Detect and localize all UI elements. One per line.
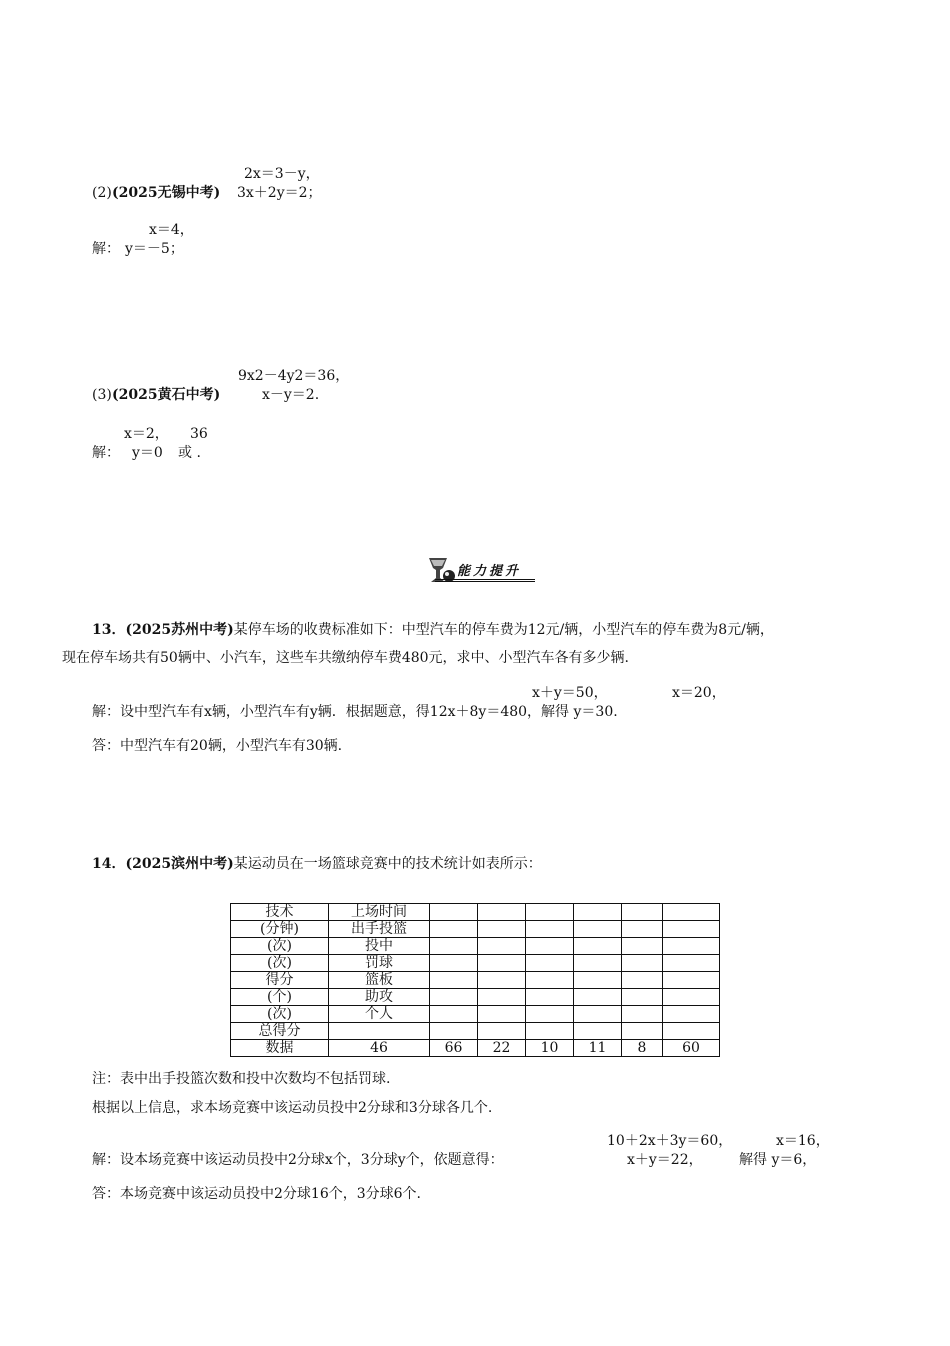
table-cell — [478, 921, 526, 938]
table-row — [231, 1006, 720, 1023]
table-cell: 46 — [329, 1040, 430, 1057]
table-cell — [526, 921, 574, 938]
table-cell — [478, 904, 526, 921]
table-cell — [663, 1023, 720, 1040]
table-cell — [622, 921, 663, 938]
table-cell: 得分 — [231, 972, 329, 989]
table-cell: 投中 — [329, 938, 430, 955]
table-row — [231, 938, 720, 955]
table-cell — [663, 955, 720, 972]
trophy-icon — [425, 556, 459, 588]
p3-solution-y1: y＝0 — [132, 445, 163, 461]
q14-result-x: x＝16， — [776, 1133, 830, 1149]
p2-source: (2025无锡中考) — [112, 185, 221, 201]
table-cell: 助攻 — [329, 989, 430, 1006]
table-cell — [478, 1023, 526, 1040]
q13-text-line-1 — [92, 622, 774, 638]
p3-solution-or: 或 . — [178, 445, 201, 461]
q14-ask: 根据以上信息，求本场竞赛中该运动员投中2分球和3分球各几个. — [92, 1100, 493, 1116]
table-cell — [329, 1023, 430, 1040]
p3-equation-2: x－y＝2. — [262, 387, 320, 403]
table-cell — [430, 921, 478, 938]
table-cell — [478, 955, 526, 972]
table-cell: 11 — [574, 1040, 622, 1057]
table-cell: 罚球 — [329, 955, 430, 972]
table-cell — [663, 921, 720, 938]
table-cell — [478, 989, 526, 1006]
table-cell — [663, 938, 720, 955]
table-cell — [526, 904, 574, 921]
table-cell — [574, 904, 622, 921]
table-row — [231, 955, 720, 972]
q13-number: 13． — [92, 622, 126, 638]
table-row — [231, 1023, 720, 1040]
q13-text-2: 现在停车场共有50辆中、小汽车，这些车共缴纳停车费480元，求中、小型汽车各有多少辆. — [62, 650, 629, 666]
table-cell: 10 — [526, 1040, 574, 1057]
q13-answer: 答：中型汽车有20辆，小型汽车有30辆. — [92, 738, 343, 754]
table-cell — [478, 938, 526, 955]
table-cell — [430, 904, 478, 921]
q14-note: 注：表中出手投篮次数和投中次数均不包括罚球. — [92, 1071, 391, 1087]
table-cell: (分钟) — [231, 921, 329, 938]
table-cell — [574, 972, 622, 989]
table-cell — [526, 972, 574, 989]
table-row — [231, 989, 720, 1006]
table-cell — [526, 1023, 574, 1040]
table-cell — [478, 972, 526, 989]
table-row — [231, 972, 720, 989]
table-cell — [430, 1006, 478, 1023]
section-banner-underline — [435, 579, 535, 582]
p2-equation-2: 3x＋2y＝2； — [237, 185, 322, 201]
table-cell: (个) — [231, 989, 329, 1006]
table-cell — [526, 1006, 574, 1023]
table-cell — [622, 1023, 663, 1040]
p2-solution-prefix: 解： — [92, 241, 120, 257]
table-cell — [574, 921, 622, 938]
table-cell — [574, 1006, 622, 1023]
table-cell — [526, 989, 574, 1006]
q14-number: 14． — [92, 856, 126, 872]
table-cell — [622, 955, 663, 972]
table-cell: 60 — [663, 1040, 720, 1057]
p2-equation-1: 2x＝3－y， — [244, 166, 320, 182]
table-cell — [430, 938, 478, 955]
table-cell — [622, 972, 663, 989]
p2-label: (2) — [92, 185, 112, 201]
table-cell: 数据 — [231, 1040, 329, 1057]
q14-solution-prefix: 解：设本场竞赛中该运动员投中2分球x个，3分球y个，依题意得： — [92, 1152, 504, 1168]
table-cell: 总得分 — [231, 1023, 329, 1040]
section-banner-title: 能力提升 — [457, 564, 522, 579]
table-cell — [663, 972, 720, 989]
table-cell: (次) — [231, 1006, 329, 1023]
table-cell: (次) — [231, 938, 329, 955]
table-cell — [430, 1023, 478, 1040]
table-cell — [574, 938, 622, 955]
table-cell: 8 — [622, 1040, 663, 1057]
table-cell — [622, 904, 663, 921]
table-cell: 66 — [430, 1040, 478, 1057]
p2-solution-y: y＝－5； — [125, 241, 184, 257]
q14-text: 某运动员在一场篮球竞赛中的技术统计如表所示： — [233, 856, 542, 872]
q13-source: (2025苏州中考) — [125, 622, 234, 638]
table-row — [231, 904, 720, 921]
table-cell — [430, 955, 478, 972]
table-cell — [622, 1006, 663, 1023]
table-cell — [622, 938, 663, 955]
table-cell: 出手投篮 — [329, 921, 430, 938]
p3-label: (3) — [92, 387, 112, 403]
p3-source: (2025黄石中考) — [112, 387, 221, 403]
q14-text-line — [92, 856, 542, 872]
table-cell — [430, 989, 478, 1006]
table-cell — [526, 938, 574, 955]
table-cell: 个人 — [329, 1006, 430, 1023]
section-banner — [425, 556, 535, 588]
p3-solution-x1: x＝2， — [124, 426, 169, 442]
table-cell — [478, 1006, 526, 1023]
table-cell — [574, 955, 622, 972]
q13-solution-line: 解：设中型汽车有x辆，小型汽车有y辆．根据题意，得12x＋8y＝480，解得 y＝30. — [92, 704, 618, 720]
table-cell: (次) — [231, 955, 329, 972]
p2-solution-x: x＝4， — [149, 222, 194, 238]
p3-solution-prefix: 解： — [92, 445, 120, 461]
q13-text-1: 某停车场的收费标准如下：中型汽车的停车费为12元/辆，小型汽车的停车费为8元/辆， — [233, 622, 774, 638]
table-cell: 22 — [478, 1040, 526, 1057]
q14-system-eq-2: x＋y＝22， — [627, 1152, 703, 1168]
table-row — [231, 1040, 720, 1057]
table-cell: 篮板 — [329, 972, 430, 989]
table-cell — [663, 1006, 720, 1023]
table-cell: 上场时间 — [329, 904, 430, 921]
p3-solution-fraction-num: 36 — [190, 426, 208, 442]
table-cell — [622, 989, 663, 1006]
table-cell — [663, 904, 720, 921]
q13-system-eq-1: x＋y＝50， — [532, 685, 608, 701]
table-cell — [526, 955, 574, 972]
q14-result-y: 解得 y＝6， — [739, 1152, 817, 1168]
p3-equation-1: 9x2－4y2＝36， — [238, 368, 350, 384]
q14-answer: 答：本场竞赛中该运动员投中2分球16个，3分球6个. — [92, 1186, 421, 1202]
table-cell — [574, 989, 622, 1006]
q13-result-x: x＝20， — [672, 685, 726, 701]
q14-source: (2025滨州中考) — [125, 856, 234, 872]
table-cell — [663, 989, 720, 1006]
table-cell — [430, 972, 478, 989]
q14-system-eq-1: 10＋2x＋3y＝60， — [607, 1133, 733, 1149]
table-cell — [574, 1023, 622, 1040]
stats-table — [230, 903, 720, 1057]
table-cell: 技术 — [231, 904, 329, 921]
table-row — [231, 921, 720, 938]
